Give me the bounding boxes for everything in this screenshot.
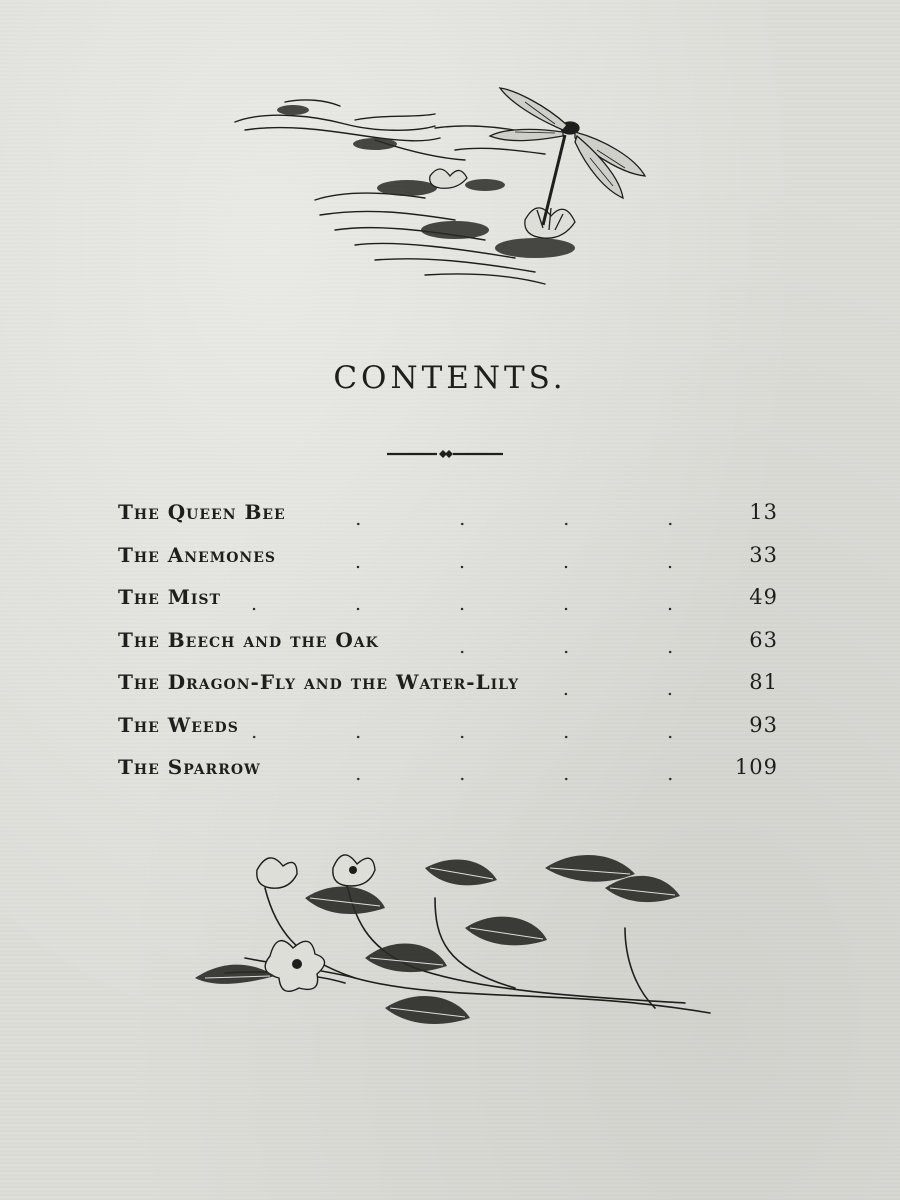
dot-leader bbox=[296, 522, 722, 526]
dot-leader bbox=[249, 735, 722, 739]
toc-entry-title: The Beech and the Oak bbox=[118, 627, 379, 652]
ornamental-divider bbox=[385, 448, 505, 460]
toc-entry[interactable] bbox=[118, 628, 778, 671]
table-of-contents bbox=[118, 500, 778, 798]
page-title: CONTENTS. bbox=[333, 360, 567, 396]
toc-entry-title: The Weeds bbox=[118, 712, 239, 737]
toc-entry-title: The Anemones bbox=[118, 542, 276, 567]
dot-leader bbox=[529, 692, 722, 696]
dot-leader bbox=[389, 650, 722, 654]
toc-entry[interactable] bbox=[118, 585, 778, 628]
toc-entry-title: The Dragon-Fly and the Water-Lily bbox=[118, 670, 520, 694]
toc-entry-page: 63 bbox=[749, 627, 778, 652]
dot-leader bbox=[286, 565, 722, 569]
toc-entry[interactable] bbox=[118, 670, 778, 713]
toc-entry-title: The Queen Bee bbox=[118, 500, 286, 524]
toc-entry-page: 109 bbox=[734, 755, 778, 779]
toc-entry-page: 93 bbox=[749, 712, 778, 737]
toc-entry-title: The Mist bbox=[118, 585, 221, 609]
dot-leader bbox=[271, 777, 722, 781]
toc-entry-page: 33 bbox=[749, 542, 778, 567]
toc-entry-title: The Sparrow bbox=[118, 755, 261, 779]
toc-entry[interactable] bbox=[118, 755, 778, 798]
toc-entry[interactable] bbox=[118, 713, 778, 756]
dot-leader bbox=[231, 607, 722, 611]
anemone-flowers-illustration bbox=[185, 838, 720, 1053]
toc-entry[interactable] bbox=[118, 500, 778, 543]
dragonfly-water-lily-illustration bbox=[225, 80, 665, 295]
toc-entry-page: 13 bbox=[749, 500, 778, 524]
toc-entry-page: 49 bbox=[749, 585, 778, 609]
toc-entry[interactable] bbox=[118, 543, 778, 586]
toc-entry-page: 81 bbox=[749, 670, 778, 694]
